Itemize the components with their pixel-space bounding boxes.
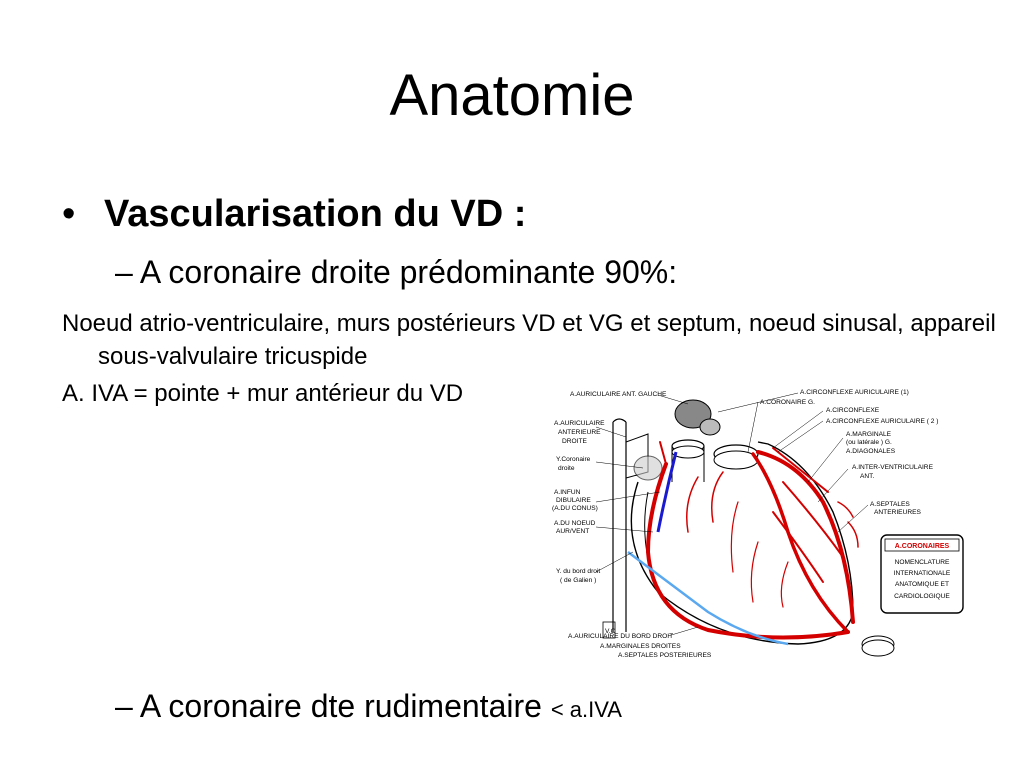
coronary-diagram [548, 382, 974, 660]
heart-illustration [548, 382, 974, 660]
paragraph-1: Noeud atrio-ventriculaire, murs postérieurs VD et VG et septum, noeud sinusal, appareil sous-valvulaire tricuspide [62, 310, 996, 370]
bullet-marker: • [62, 193, 76, 235]
right-labels [760, 389, 938, 516]
legend-line: CARDIOLOGIQUE [894, 593, 950, 600]
legend-line: INTERNATIONALE [893, 570, 951, 577]
diagram-label: Y. du bord droit [556, 568, 601, 575]
diagram-label: A.INFUN [554, 489, 581, 496]
paragraph-2: A. IVA = pointe + mur antérieur du VD [62, 380, 464, 407]
diagram-label: ANTERIEURE [558, 429, 601, 436]
diagram-label: Y.Coronaire [556, 456, 591, 463]
diagram-label: A.CORONAIRE G. [760, 399, 815, 406]
diagram-label: AUR/VENT [556, 528, 590, 535]
diagram-label: ANT. [860, 473, 875, 480]
diagram-label: A.AURICULAIRE [554, 420, 605, 427]
bullet-heading [62, 193, 526, 236]
diagram-label: A.SEPTALES [870, 501, 910, 508]
legend-heading: A.CORONAIRES [894, 543, 950, 550]
diagram-label: A.MARGINALE [846, 431, 892, 438]
sub-bullet-2-small: < a.IVA [550, 697, 622, 722]
bullet-heading-text: Vascularisation du VD : [104, 193, 527, 235]
diagram-label: A.AURICULAIRE ANT. GAUCHE [570, 391, 667, 398]
diagram-label: (ou latérale ) G. [846, 439, 892, 446]
diagram-label: DROITE [562, 438, 587, 445]
diagram-label: DIBULAIRE [556, 497, 591, 504]
legend-line: ANATOMIQUE ET [895, 581, 949, 588]
diagram-label: A.AURICULAIRE DU BORD DROIT [568, 633, 674, 640]
diagram-label: A.DU NOEUD [554, 520, 596, 527]
sub-bullet-2 [115, 688, 622, 725]
diagram-label: A.INTER-VENTRICULAIRE [852, 464, 933, 471]
diagram-label: A.CIRCONFLEXE [826, 407, 880, 414]
sub-bullet-1: – A coronaire droite prédominante 90%: [115, 254, 678, 290]
diagram-label: ANTERIEURES [874, 509, 921, 516]
legend-box [881, 535, 963, 613]
diagram-label: A.SEPTALES POSTERIEURES [618, 652, 712, 659]
diagram-label: A.DIAGONALES [846, 448, 896, 455]
vc-label: V.C [605, 628, 616, 635]
diagram-label: A.CIRCONFLEXE AURICULAIRE ( 2 ) [826, 418, 939, 425]
slide-title: Anatomie [389, 63, 635, 128]
diagram-label: droite [558, 465, 575, 472]
diagram-label: A.MARGINALES DROITES [600, 643, 681, 650]
diagram-label: (A.DU CONUS) [552, 505, 598, 512]
diagram-label: A.CIRCONFLEXE AURICULAIRE (1) [800, 389, 909, 396]
sub-bullet-2-text: – A coronaire dte rudimentaire [115, 688, 542, 724]
legend-line: NOMENCLATURE [894, 559, 950, 566]
diagram-label: ( de Galien ) [560, 577, 597, 584]
